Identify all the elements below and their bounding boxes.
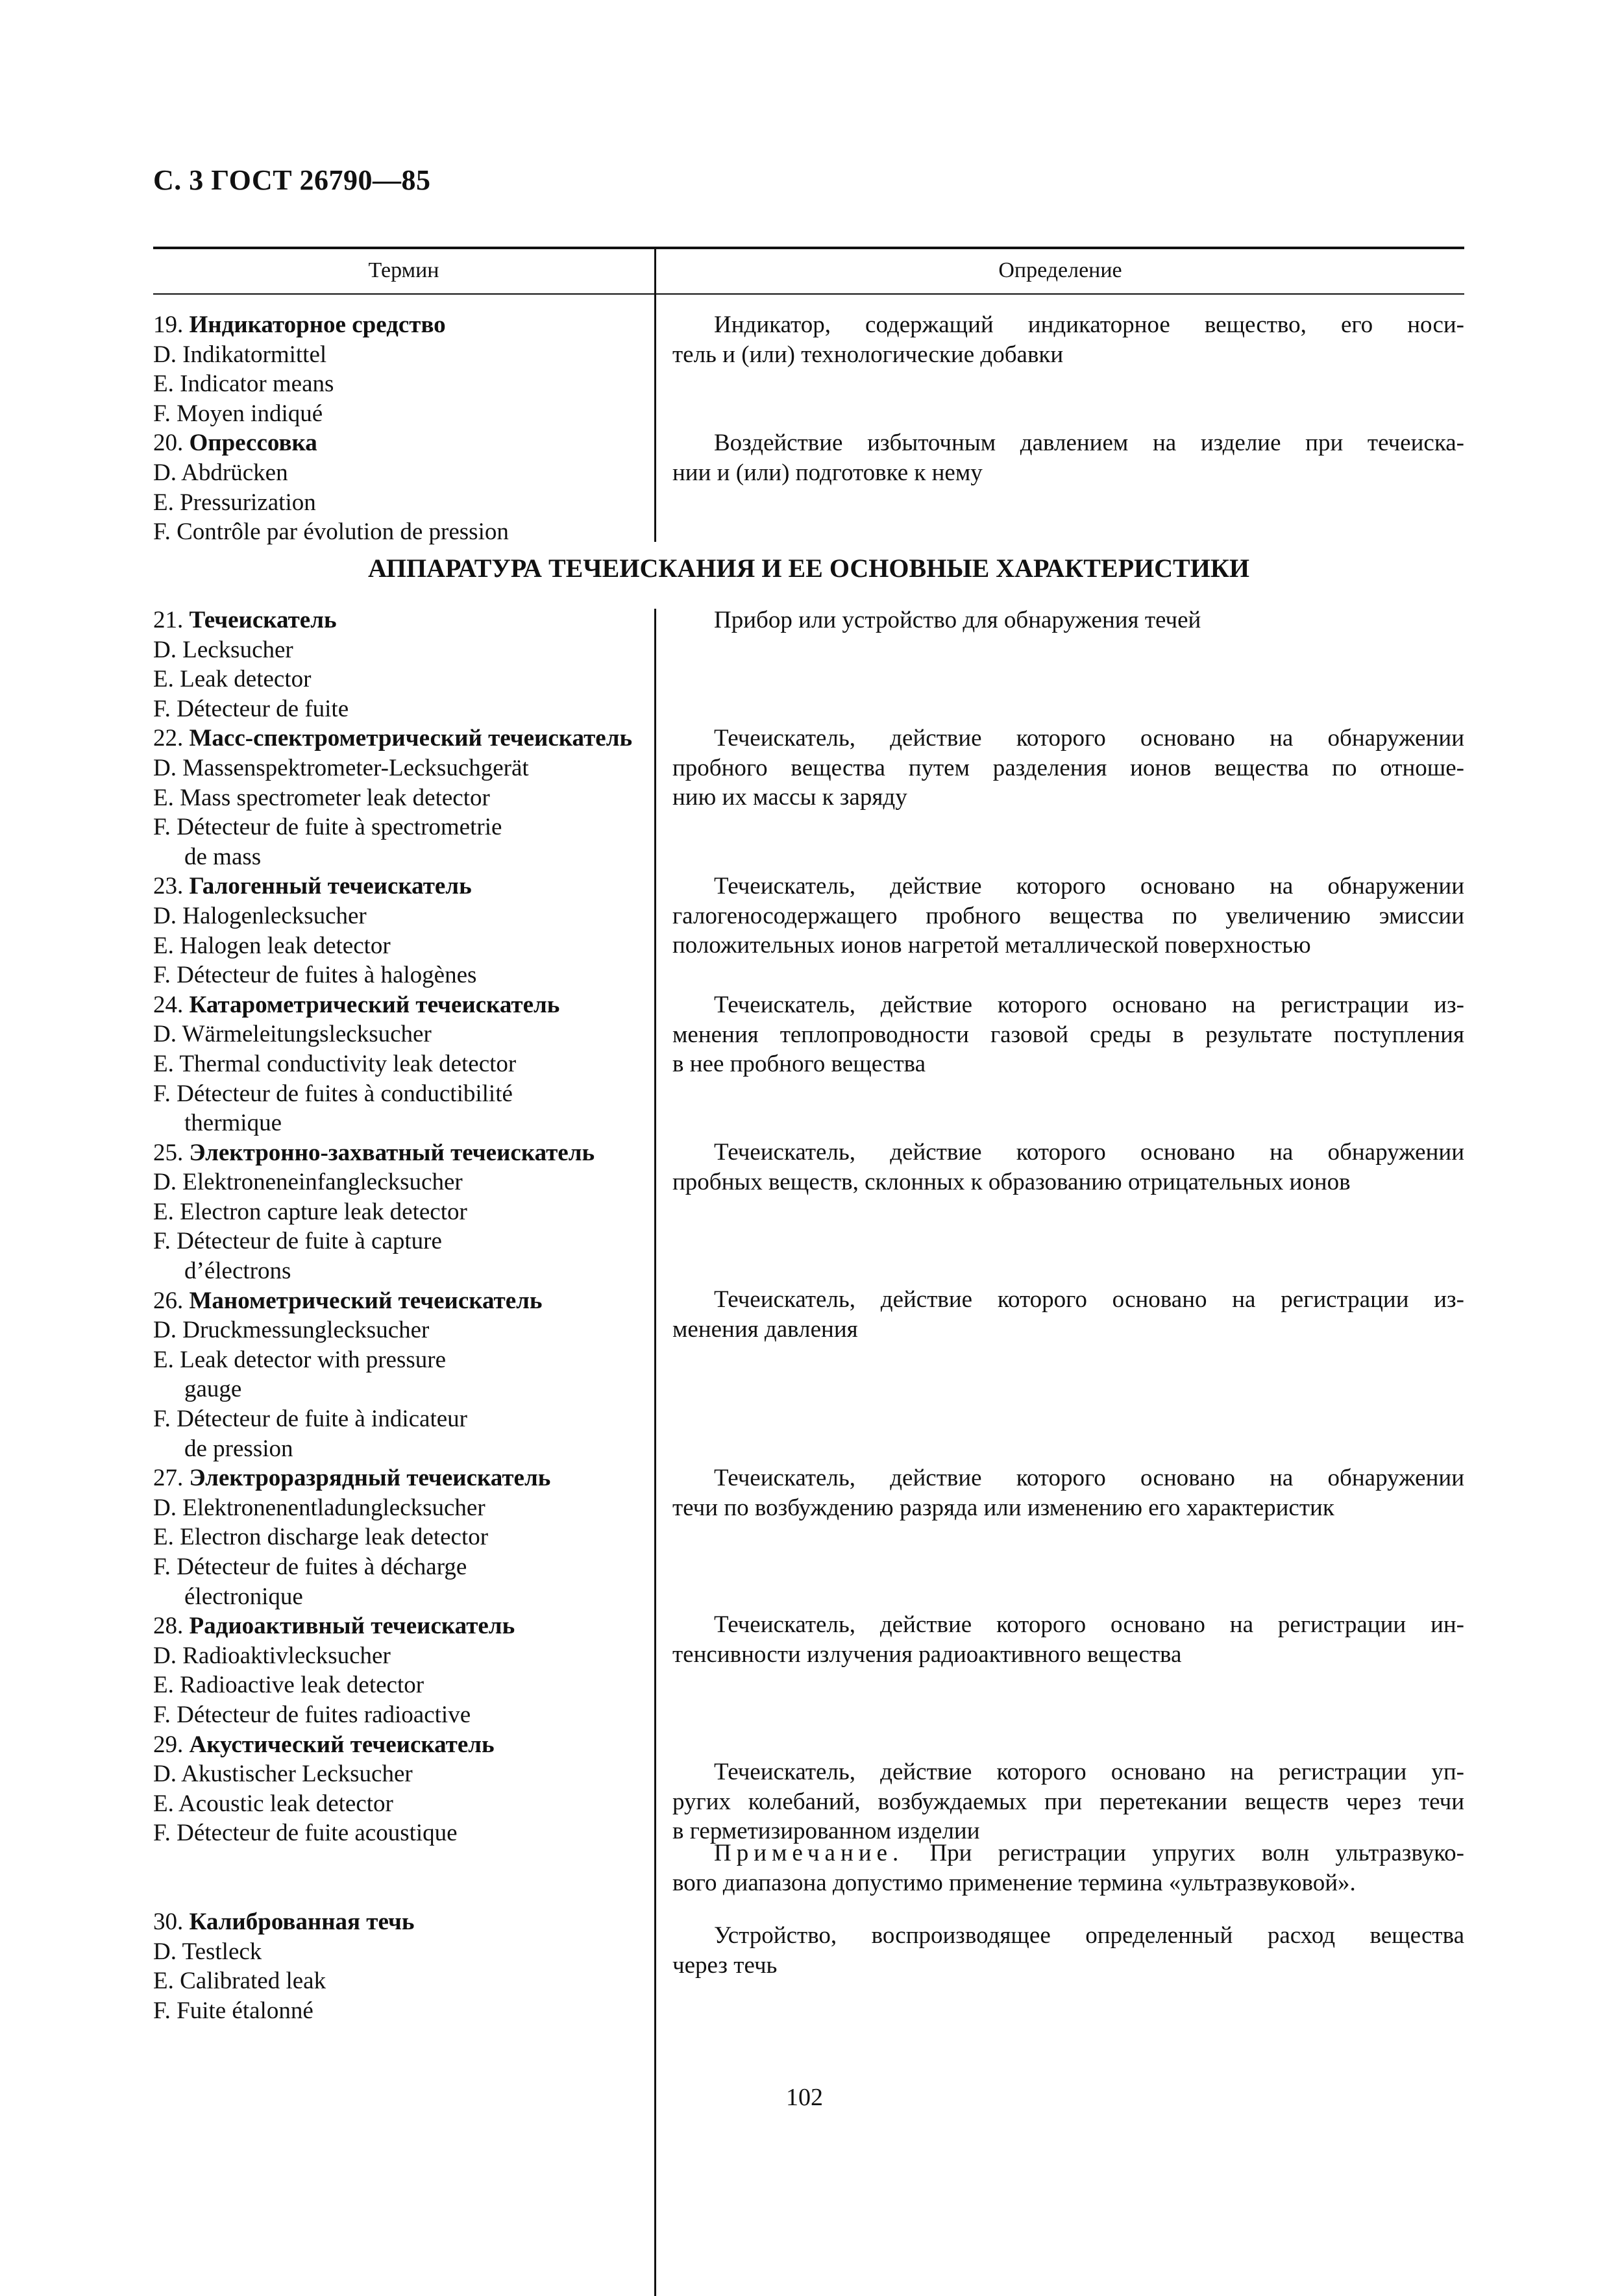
term-line: F. Détecteur de fuite à spectrometrie (153, 814, 502, 841)
term-line: D. Elektronenentladunglecksucher (153, 1494, 485, 1521)
term-title: Акустический течеискатель (189, 1731, 495, 1758)
term-line: F. Détecteur de fuite (153, 695, 349, 722)
term-number: 23. (153, 873, 190, 900)
definition-line: нию их массы к заряду (672, 784, 907, 811)
term-line (153, 1611, 653, 1641)
term-line (153, 310, 653, 340)
definition-block (672, 1463, 1464, 1522)
definition-block (672, 1757, 1464, 1846)
term-line: D. Indikatormittel (153, 341, 327, 368)
definition-line: течи по возбуждению разряда или изменению его характеристик (672, 1494, 1334, 1521)
definition-line: Течеискатель, действие которого основано на обнаружении (714, 1139, 1464, 1166)
term-line: E. Electron discharge leak detector (153, 1524, 489, 1551)
term-number: 21. (153, 607, 190, 633)
definition-line: через течь (672, 1951, 778, 1979)
term-line (153, 1907, 653, 1937)
term-line: D. Abdrücken (153, 459, 288, 486)
term-line: F. Contrôle par évolution de pression (153, 519, 509, 546)
definition-block (672, 724, 1464, 812)
definition-line: нии и (или) подготовке к нему (672, 459, 983, 486)
definition-line: Течеискатель, действие которого основано на регистрации из- (714, 1286, 1464, 1313)
term-line (153, 1138, 653, 1168)
definition-block (672, 872, 1464, 960)
definition-line: Индикатор, содержащий индикаторное вещество, его носи- (714, 311, 1464, 338)
definition-line: Течеискатель, действие которого основано на регистрации ин- (714, 1611, 1464, 1638)
term-line: de mass (184, 843, 262, 870)
definition-line: Течеискатель, действие которого основано на регистрации из- (714, 992, 1464, 1018)
term-line: E. Calibrated leak (153, 1968, 326, 1995)
definition-line: в герметизированном изделии (672, 1818, 980, 1845)
term-line: F. Détecteur de fuite acoustique (153, 1820, 458, 1847)
definition-line: Течеискатель, действие которого основано на обнаружении (714, 725, 1464, 751)
term-line: F. Détecteur de fuite à capture (153, 1228, 442, 1255)
definition-block (672, 990, 1464, 1079)
column-divider (654, 609, 656, 2296)
table-header-rule (153, 293, 1464, 295)
term-number: 26. (153, 1287, 190, 1314)
term-line: F. Moyen indiqué (153, 400, 323, 427)
term-line: E. Electron capture leak detector (153, 1198, 467, 1225)
term-line: D. Radioaktivlecksucher (153, 1642, 391, 1669)
term-line: F. Fuite étalonné (153, 1997, 313, 2024)
term-line (153, 724, 653, 753)
column-header-term: Термин (368, 258, 439, 282)
term-line (153, 1463, 653, 1493)
term-title: Радиоактивный течеискатель (189, 1613, 515, 1640)
definition-line: положительных ионов нагретой металлической поверхностью (672, 932, 1311, 959)
term-list (153, 605, 653, 2026)
term-line: D. Wärmeleitungslecksucher (153, 1021, 432, 1048)
term-line: E. Acoustic leak detector (153, 1790, 393, 1817)
term-line (153, 1730, 653, 1760)
term-number: 19. (153, 311, 190, 338)
term-number: 29. (153, 1731, 190, 1758)
term-line: F. Détecteur de fuites à conductibilité (153, 1080, 513, 1107)
term-title: Электронно-захватный течеискатель (189, 1139, 595, 1166)
term-line: F. Détecteur de fuites à halogènes (153, 962, 477, 989)
term-line (153, 1878, 653, 1908)
term-title: Галогенный течеискатель (189, 873, 472, 900)
definition-block (672, 1610, 1464, 1669)
term-title: Масс-спектрометрический течеискатель (189, 725, 633, 752)
definition-line: Течеискатель, действие которого основано на регистрации уп- (714, 1759, 1464, 1785)
term-title: Индикаторное средство (189, 311, 446, 338)
term-line: E. Indicator means (153, 371, 334, 398)
term-number: 27. (153, 1465, 190, 1492)
definition-line: ругих колебаний, возбуждаемых при перетекании веществ через течи (672, 1788, 1464, 1815)
definition-line: пробных веществ, склонных к образованию отрицательных ионов (672, 1168, 1351, 1195)
definition-block (672, 1285, 1464, 1344)
term-number: 24. (153, 991, 190, 1018)
table-top-rule (153, 247, 1464, 249)
term-line: D. Elektroneneinfanglecksucher (153, 1169, 463, 1196)
term-list (153, 310, 653, 547)
definition-line: Устройство, воспроизводящее определенный расход вещества (714, 1922, 1464, 1949)
page-header: С. 3 ГОСТ 26790—85 (153, 164, 431, 196)
term-line: D. Druckmessunglecksucher (153, 1317, 430, 1344)
term-line: d’électrons (184, 1258, 291, 1285)
term-line: gauge (184, 1376, 242, 1403)
term-title: Опрессовка (189, 430, 317, 457)
column-divider (654, 247, 656, 542)
column-header-definition: Определение (998, 258, 1122, 282)
term-line: thermique (184, 1110, 282, 1137)
term-line: E. Radioactive leak detector (153, 1672, 424, 1699)
term-line: F. Détecteur de fuite à indicateur (153, 1406, 467, 1433)
term-number: 30. (153, 1909, 190, 1936)
definition-line: Течеискатель, действие которого основано на обнаружении (714, 873, 1464, 899)
definition-line: Воздействие избыточным давлением на изделие при течеиска- (714, 430, 1464, 456)
term-line (153, 1286, 653, 1316)
definition-line: менения теплопроводности газовой среды в результате поступления (672, 1021, 1464, 1048)
term-number: 20. (153, 430, 190, 457)
term-line: D. Lecksucher (153, 636, 293, 663)
definition-line: вого диапазона допустимо применение термина «ультразвуковой». (672, 1869, 1356, 1896)
term-line: E. Thermal conductivity leak detector (153, 1050, 517, 1077)
term-line: D. Massenspektrometer-Lecksuchgerät (153, 754, 529, 781)
definition-block (672, 1921, 1464, 1980)
page-number: 102 (786, 2084, 823, 2111)
term-number: 28. (153, 1613, 190, 1640)
definition-block (672, 310, 1464, 369)
note-label: Примечание. (714, 1840, 904, 1866)
term-line: E. Leak detector (153, 666, 312, 693)
definition-line: тель и (или) технологические добавки (672, 341, 1064, 368)
term-line: F. Détecteur de fuites radioactive (153, 1701, 471, 1728)
term-number: 22. (153, 725, 190, 752)
term-line: F. Détecteur de fuites à décharge (153, 1554, 467, 1580)
term-line (153, 1848, 653, 1878)
term-line: D. Testleck (153, 1938, 262, 1965)
term-line: de pression (184, 1435, 293, 1462)
term-line: E. Leak detector with pressure (153, 1346, 447, 1373)
definition-line: менения давления (672, 1315, 858, 1343)
definition-block (672, 428, 1464, 487)
term-title: Манометрический течеискатель (189, 1287, 543, 1314)
definition-line: галогеносодержащего пробного вещества по увеличению эмиссии (672, 902, 1464, 929)
term-line (153, 990, 653, 1020)
term-title: Катарометрический течеискатель (189, 991, 560, 1018)
definition-line: пробного вещества путем разделения ионов вещества по отноше- (672, 754, 1464, 781)
term-line: E. Mass spectrometer leak detector (153, 784, 490, 811)
term-line: E. Halogen leak detector (153, 932, 391, 959)
term-line (153, 605, 653, 635)
definition-block (672, 1138, 1464, 1197)
section-title: АППАРАТУРА ТЕЧЕИСКАНИЯ И ЕЕ ОСНОВНЫЕ ХАРАКТЕРИСТИКИ (368, 554, 1249, 583)
term-title: Течеискатель (189, 607, 337, 633)
term-line: D. Halogenlecksucher (153, 902, 367, 929)
term-line: électronique (184, 1583, 303, 1610)
term-title: Электроразрядный течеискатель (189, 1465, 551, 1492)
note-text: При регистрации упругих волн ультразвуко- (903, 1840, 1464, 1866)
note-block (672, 1838, 1464, 1898)
definition-line: Течеискатель, действие которого основано на обнаружении (714, 1465, 1464, 1491)
term-line (153, 428, 653, 458)
term-line: E. Pressurization (153, 489, 316, 516)
definition-line: тенсивности излучения радиоактивного вещества (672, 1641, 1182, 1668)
term-line: D. Akustischer Lecksucher (153, 1761, 413, 1788)
definition-block (672, 605, 1464, 635)
definition-line: в нее пробного вещества (672, 1051, 926, 1078)
definition-line: Прибор или устройство для обнаружения течей (714, 607, 1201, 633)
term-number: 25. (153, 1139, 190, 1166)
term-title: Калиброванная течь (189, 1909, 415, 1936)
term-line (153, 872, 653, 901)
